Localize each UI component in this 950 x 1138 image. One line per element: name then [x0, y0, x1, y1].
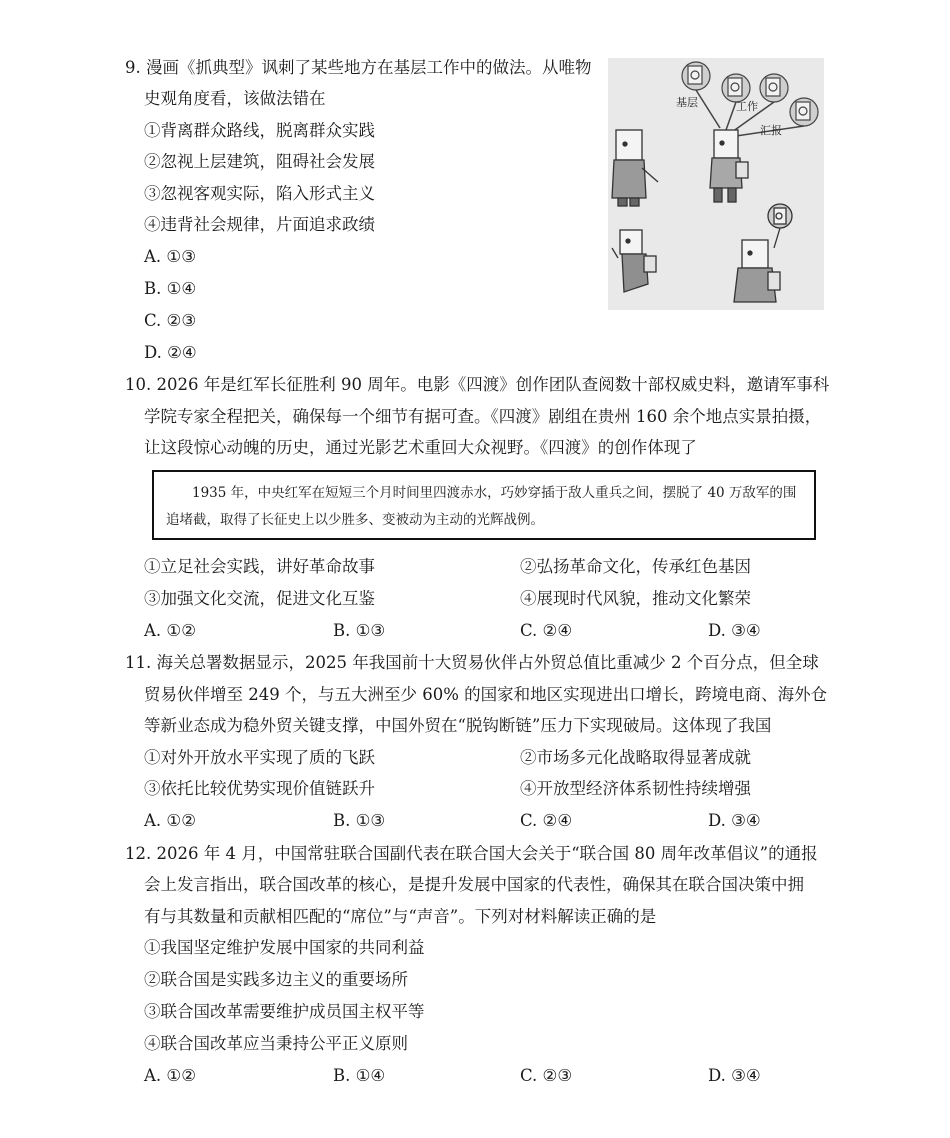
cartoon-label-jiceng: 基层 — [676, 96, 698, 109]
q10-stem-line3: 让这段惊心动魄的历史，通过光影艺术重回大众视野。《四渡》的创作体现了 — [144, 438, 697, 457]
q10-choice-c: C. ②④ — [520, 621, 573, 640]
q11-option-3: ③依托比较优势实现价值链跃升 — [144, 779, 375, 798]
q11-stem-line1: 11. 海关总署数据显示，2025 年我国前十大贸易伙伴占外贸总值比重减少 2 个百分点，但全球 — [125, 653, 819, 672]
q10-option-4: ④展现时代风貌，推动文化繁荣 — [520, 589, 751, 608]
q12-choice-a: A. ①② — [144, 1066, 196, 1085]
q9-option-1: ①背离群众路线，脱离群众实践 — [144, 121, 375, 140]
q9-option-4: ④违背社会规律，片面追求政绩 — [144, 215, 375, 234]
q10-choice-b: B. ①③ — [333, 621, 386, 640]
q10-material-line2: 追堵截，取得了长征史上以少胜多、变被动为主动的光辉战例。 — [166, 512, 544, 528]
cartoon-illustration — [608, 58, 824, 310]
q12-option-1: ①我国坚定维护发展中国家的共同利益 — [144, 938, 425, 957]
q10-option-1: ①立足社会实践，讲好革命故事 — [144, 557, 375, 576]
q10-option-3: ③加强文化交流，促进文化互鉴 — [144, 589, 375, 608]
q10-choice-d: D. ③④ — [708, 621, 761, 640]
q9-choice-b: B. ①④ — [144, 279, 197, 298]
q12-option-2: ②联合国是实践多边主义的重要场所 — [144, 970, 408, 989]
cartoon-label-huibao: 汇报 — [760, 124, 782, 137]
q10-choice-a: A. ①② — [144, 621, 196, 640]
q11-choice-b: B. ①③ — [333, 811, 386, 830]
q9-stem-line1: 9. 漫画《抓典型》讽刺了某些地方在基层工作中的做法。从唯物 — [125, 58, 592, 77]
q9-stem-line2: 史观角度看，该做法错在 — [144, 89, 326, 108]
q11-option-2: ②市场多元化战略取得显著成就 — [520, 748, 751, 767]
q10-material-line1: 1935 年，中央红军在短短三个月时间里四渡赤水，巧妙穿插于敌人重兵之间，摆脱了 40 万敌军的围 — [192, 485, 797, 501]
q11-stem-line3: 等新业态成为稳外贸关键支撑，中国外贸在“脱钩断链”压力下实现破局。这体现了我国 — [144, 716, 772, 735]
q12-choice-b: B. ①④ — [333, 1066, 386, 1085]
q9-choice-d: D. ②④ — [144, 343, 197, 362]
q12-option-3: ③联合国改革需要维护成员国主权平等 — [144, 1002, 425, 1021]
q10-material-box — [152, 470, 816, 540]
q12-stem-line2: 会上发言指出，联合国改革的核心，是提升发展中国家的代表性，确保其在联合国决策中拥 — [144, 875, 804, 894]
q11-choice-c: C. ②④ — [520, 811, 573, 830]
q11-option-4: ④开放型经济体系韧性持续增强 — [520, 779, 751, 798]
q9-option-3: ③忽视客观实际，陷入形式主义 — [144, 184, 375, 203]
q10-option-2: ②弘扬革命文化，传承红色基因 — [520, 557, 751, 576]
q11-choice-a: A. ①② — [144, 811, 196, 830]
q11-option-1: ①对外开放水平实现了质的飞跃 — [144, 748, 375, 767]
q12-stem-line3: 有与其数量和贡献相匹配的“席位”与“声音”。下列对材料解读正确的是 — [144, 907, 657, 926]
q12-choice-d: D. ③④ — [708, 1066, 761, 1085]
q12-stem-line1: 12. 2026 年 4 月，中国常驻联合国副代表在联合国大会关于“联合国 80 周年改革倡议”的通报 — [125, 844, 818, 863]
q9-choice-a: A. ①③ — [144, 247, 196, 266]
q11-stem-line2: 贸易伙伴增至 249 个，与五大洲至少 60% 的国家和地区实现进出口增长，跨境电商、海外仓 — [144, 685, 828, 704]
q10-stem-line1: 10. 2026 年是红军长征胜利 90 周年。电影《四渡》创作团队查阅数十部权威史料，邀请军事科 — [125, 375, 830, 394]
cartoon-label-gongzuo: 工作 — [736, 100, 758, 113]
q10-stem-line2: 学院专家全程把关，确保每一个细节有据可查。《四渡》剧组在贵州 160 余个地点实景拍摄， — [144, 407, 822, 426]
q9-choice-c: C. ②③ — [144, 311, 197, 330]
q12-choice-c: C. ②③ — [520, 1066, 573, 1085]
q11-choice-d: D. ③④ — [708, 811, 761, 830]
q12-option-4: ④联合国改革应当秉持公平正义原则 — [144, 1034, 408, 1053]
q9-option-2: ②忽视上层建筑，阻碍社会发展 — [144, 152, 375, 171]
